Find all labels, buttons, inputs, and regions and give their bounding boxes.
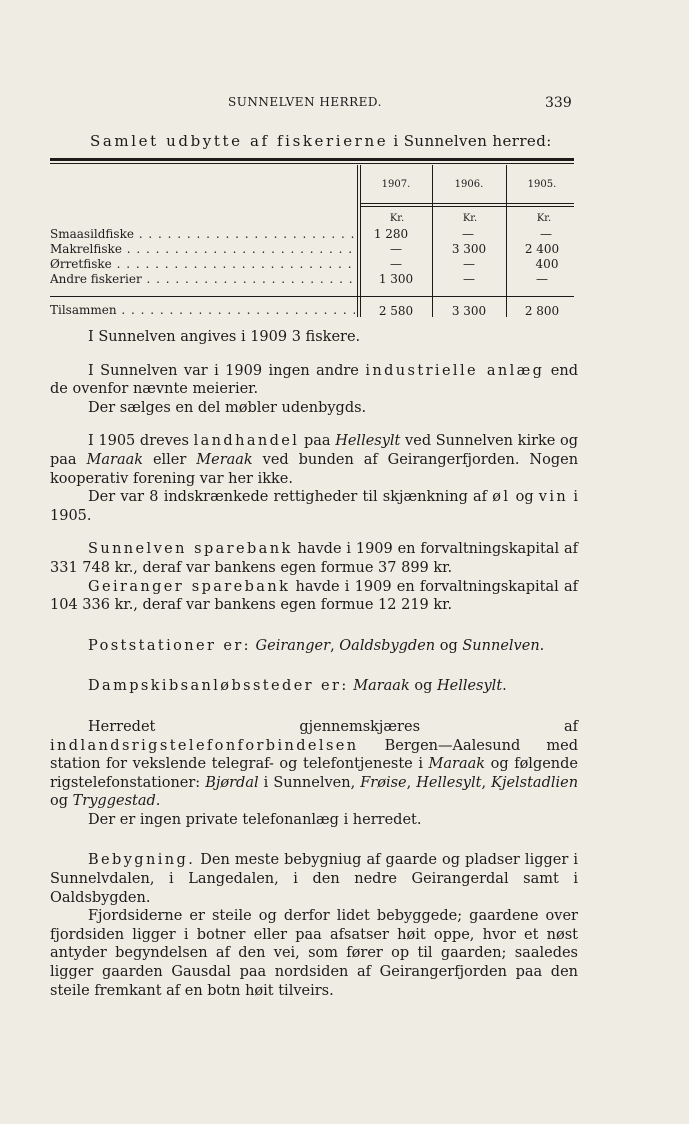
year-header: 1905. xyxy=(527,179,557,190)
year-header: 1906. xyxy=(454,179,484,190)
running-head-title: SUNNELVEN HERRED. xyxy=(228,95,382,109)
cell: 1 280 xyxy=(373,227,409,241)
body-text xyxy=(50,328,578,1000)
paragraph: Der sælges en del møbler udenbygds. xyxy=(88,399,367,416)
cell: — xyxy=(462,227,474,241)
unit-label: Kr. xyxy=(389,213,405,224)
column-rule xyxy=(357,165,358,317)
total-cell: 2 580 xyxy=(378,304,414,318)
unit-label: Kr. xyxy=(536,213,552,224)
cell: — xyxy=(536,272,548,286)
paragraph: I 1905 dreves landhandel paa Hellesylt ved Sunnelven kirke og paa Maraak eller Meraak ved bunden af Geirangerfjorden. Nogen kooperativ forening var her ikke. xyxy=(50,433,579,487)
row-label: Ørretfiske . . . xyxy=(50,257,355,271)
cell: — xyxy=(463,257,475,271)
year-header: 1907. xyxy=(381,179,411,190)
cell: — xyxy=(390,242,402,256)
row-label: Smaasildfiske . . . xyxy=(50,227,355,241)
total-label: Tilsammen . . . xyxy=(50,303,355,317)
page-number: 339 xyxy=(545,95,572,111)
cell: 400 xyxy=(535,257,559,271)
cell: — xyxy=(463,272,475,286)
cell: 3 300 xyxy=(451,242,487,256)
header-rule xyxy=(360,206,574,207)
paragraph: Poststationer er: Geiranger, Oaldsbygden og Sunnelven. xyxy=(88,637,545,654)
table-top-rule xyxy=(50,158,574,161)
paragraph: Bebygning. Den meste bebygniug af gaarde og pladser ligger i Sunnelvdalen, i Langedalen, i den nedre Geirangerdal samt i Oaldsbygden. xyxy=(50,852,578,906)
total-cell: 3 300 xyxy=(451,304,487,318)
caption-rest: i Sunnelven herred: xyxy=(388,132,552,150)
cell: — xyxy=(390,257,402,271)
cell: 1 300 xyxy=(378,272,414,286)
paragraph: Sunnelven sparebank havde i 1909 en forvaltningskapital af 331 748 kr., deraf var bankens egen formue 37 899 kr. xyxy=(50,541,579,576)
paragraph: Geiranger sparebank havde i 1909 en forvaltningskapital af 104 336 kr., deraf var bankens egen formue 12 219 kr. xyxy=(50,578,578,614)
header-rule xyxy=(360,203,574,204)
table-caption xyxy=(90,132,552,150)
row-label: Makrelfiske . . . xyxy=(50,242,355,256)
cell: — xyxy=(540,227,552,241)
paragraph: Herredet gjennemskjæres af indlandsrigstelefonforbindelsen Bergen—Aalesund med station for vekslende telegraf- og telefontjeneste i Maraak og følgende rigstelefonstationer: Bjørdal i Sunnelven, Frøise, Hellesylt, Kjelstadlien og Tryggestad. xyxy=(50,718,579,810)
paragraph: Dampskibsanløbssteder er: Maraak og Hellesylt. xyxy=(88,678,507,695)
caption-spaced: Samlet udbytte af fiskerierne xyxy=(90,132,389,150)
table-top-rule-thin xyxy=(50,163,574,164)
paragraph: I Sunnelven var i 1909 ingen andre industrielle anlæg end de ovenfor nævnte meierier. xyxy=(50,362,578,398)
total-cell: 2 800 xyxy=(524,304,560,318)
paragraph: Der er ingen private telefonanlæg i herredet. xyxy=(88,811,422,828)
row-label: Andre fiskerier . . . xyxy=(50,272,355,286)
paragraph: I Sunnelven angives i 1909 3 fiskere. xyxy=(88,329,361,345)
paragraph: Der var 8 indskrænkede rettigheder til skjænkning af øl og vin i 1905. xyxy=(50,489,578,524)
cell: 2 400 xyxy=(524,242,560,256)
running-head xyxy=(0,95,689,113)
unit-label: Kr. xyxy=(462,213,478,224)
paragraph: Fjordsiderne er steile og derfor lidet bebyggede; gaardene over fjordsiden ligger i botner eller paa afsatser høit oppe, hvor et nøst antyder begyndelsen af den vei, som fører op til gaarden; saaledes ligger gaarden Gausdal paa nordsiden af Geirangerfjorden paa den steile fremkant af en botn høit tilveirs. xyxy=(50,908,578,999)
total-rule xyxy=(50,296,574,297)
